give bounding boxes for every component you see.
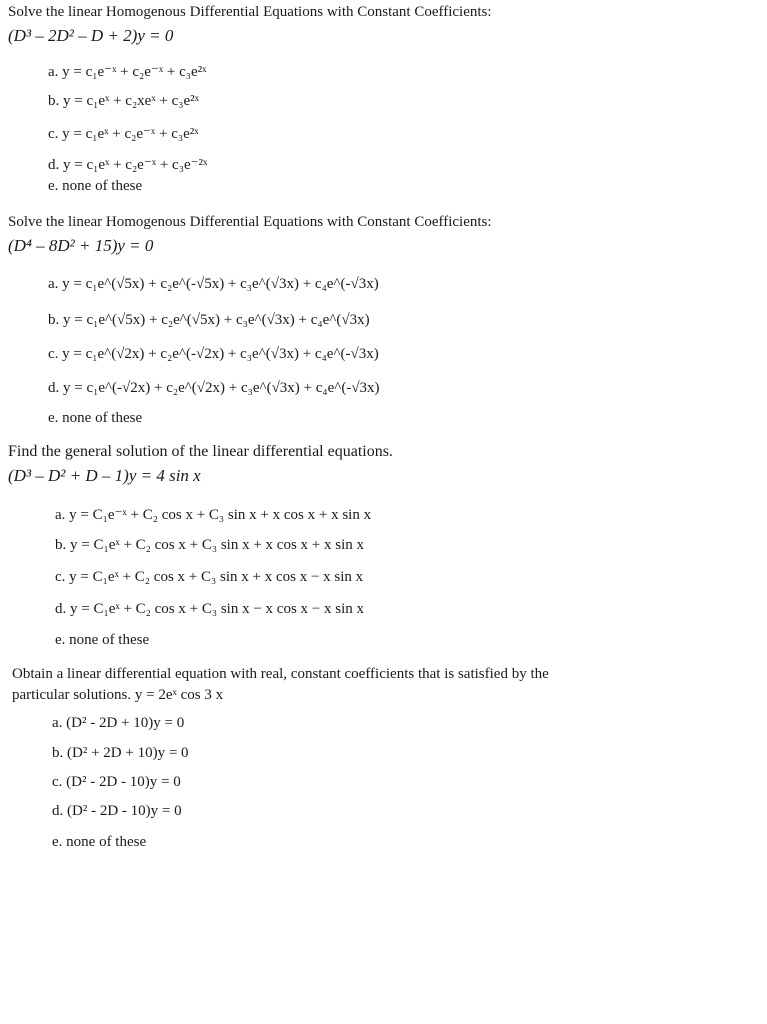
- question-4-option-a[interactable]: a. (D² - 2D + 10)y = 0: [52, 715, 185, 731]
- question-2-option-a[interactable]: a. y = c₁e^(√5x) + c₂e^(-√5x) + c₃e^(√3x) + c₄e^(-√3x): [48, 276, 379, 292]
- question-4-prompt: Obtain a linear differential equation with real, constant coefficients that is satisfied by the particular solutions. y = 2eˣ cos 3 x: [12, 666, 549, 703]
- question-3-option-c[interactable]: c. y = C₁eˣ + C₂ cos x + C₃ sin x + x cos x − x sin x: [55, 569, 364, 585]
- question-1-option-a[interactable]: a. y = c₁e⁻ˣ + c₂e⁻ˣ + c₃e²ˣ: [48, 64, 207, 80]
- question-1-option-b[interactable]: b. y = c₁eˣ + c₂xeˣ + c₃e²ˣ: [48, 93, 200, 109]
- question-2-option-e[interactable]: e. none of these: [48, 410, 143, 426]
- question-1-option-c[interactable]: c. y = c₁eˣ + c₂e⁻ˣ + c₃e²ˣ: [48, 126, 199, 142]
- question-3-option-a[interactable]: a. y = C₁e⁻ˣ + C₂ cos x + C₃ sin x + x cos x + x sin x: [55, 507, 372, 523]
- question-1-prompt: Solve the linear Homogenous Differential Equations with Constant Coefficients:: [8, 4, 492, 20]
- question-3-option-b[interactable]: b. y = C₁eˣ + C₂ cos x + C₃ sin x + x cos x + x sin x: [55, 537, 364, 553]
- question-2-option-d[interactable]: d. y = c₁e^(-√2x) + c₂e^(√2x) + c₃e^(√3x) + c₄e^(-√3x): [48, 380, 380, 396]
- question-2-equation: (D⁴ – 8D² + 15)y = 0: [8, 236, 154, 255]
- question-3-equation: (D³ – D² + D – 1)y = 4 sin x: [8, 466, 201, 485]
- question-1-equation: (D³ – 2D² – D + 2)y = 0: [8, 26, 174, 45]
- question-1-option-e[interactable]: e. none of these: [48, 178, 143, 194]
- question-1-option-d[interactable]: d. y = c₁eˣ + c₂e⁻ˣ + c₃e⁻²ˣ: [48, 157, 208, 173]
- question-2-option-c[interactable]: c. y = c₁e^(√2x) + c₂e^(-√2x) + c₃e^(√3x) + c₄e^(-√3x): [48, 346, 379, 362]
- question-2-option-b[interactable]: b. y = c₁e^(√5x) + c₂e^(√5x) + c₃e^(√3x) + c₄e^(√3x): [48, 312, 370, 328]
- question-3-option-e[interactable]: e. none of these: [55, 632, 150, 648]
- question-4-option-e[interactable]: e. none of these: [52, 834, 147, 850]
- question-3-prompt: Find the general solution of the linear differential equations.: [8, 443, 393, 460]
- question-4-option-d[interactable]: d. (D² - 2D - 10)y = 0: [52, 803, 182, 819]
- question-3-option-d[interactable]: d. y = C₁eˣ + C₂ cos x + C₃ sin x − x cos x − x sin x: [55, 601, 364, 617]
- question-4-option-c[interactable]: c. (D² - 2D - 10)y = 0: [52, 774, 181, 790]
- question-2-prompt: Solve the linear Homogenous Differential Equations with Constant Coefficients:: [8, 214, 492, 230]
- question-4-option-b[interactable]: b. (D² + 2D + 10)y = 0: [52, 745, 189, 761]
